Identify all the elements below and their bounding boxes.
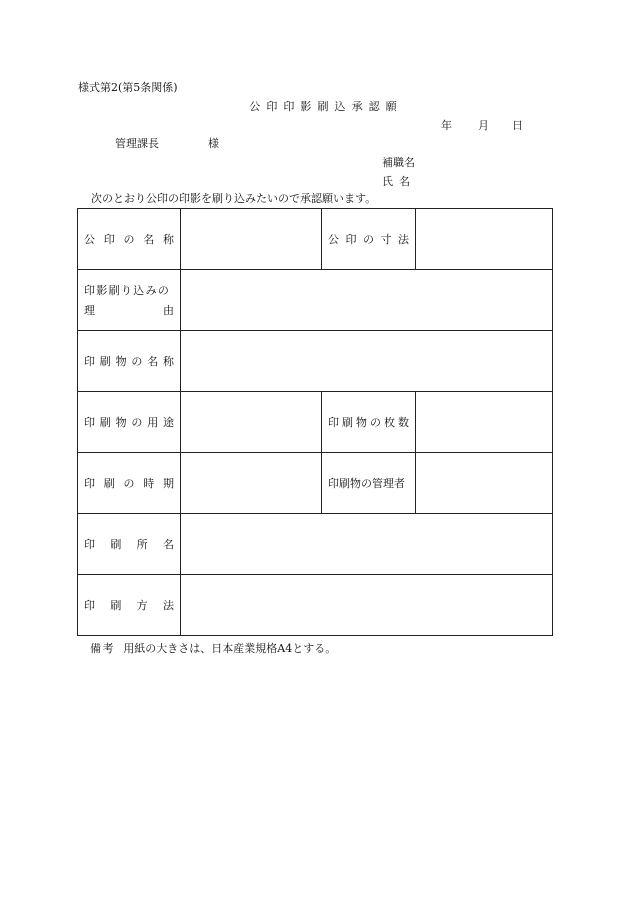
printed-matter-count-label [322,392,416,453]
printing-method-label [78,575,181,636]
reason-label-line2a: 理 [84,304,95,317]
table-row [78,331,553,392]
seal-size-label-text: 公 印 の 寸 法 [328,233,409,246]
printed-matter-use-label [78,392,181,453]
printed-matter-name-value[interactable] [181,331,553,392]
seal-name-label [78,209,181,270]
remarks-heading: 備考 [90,642,116,655]
table-row [78,270,553,331]
applicant-name-label: 氏名 [382,175,417,188]
remarks-text: 用紙の大きさは、日本産業規格A4とする。 [123,642,337,655]
seal-size-value[interactable] [416,209,553,270]
addressee: 管理課長 [115,137,159,150]
printed-matter-count-label-text: 印 刷 物 の 枚 数 [328,416,409,429]
printing-place-label-text: 印 刷 所 名 [84,538,174,551]
printed-matter-count-value[interactable] [416,392,553,453]
form-number-label: 様式第2(第5条関係) [78,81,178,94]
seal-name-label-text: 公 印 の 名 称 [84,233,174,246]
printing-time-label-text: 印 刷 の 時 期 [84,477,174,490]
date-month-label: 月 [478,119,489,132]
date-year-label: 年 [441,119,452,132]
printed-matter-name-label-text: 印 刷 物 の 名 称 [84,355,174,368]
printed-matter-use-value[interactable] [181,392,322,453]
honorific: 様 [208,137,219,150]
table-row [78,453,553,514]
table-row [78,209,553,270]
printed-matter-name-label [78,331,181,392]
remarks [90,643,336,654]
printing-place-label [78,514,181,575]
table-row [78,514,553,575]
document-title-text: 公印印影刷込承認願 [249,100,403,113]
printed-matter-manager-label [322,453,416,514]
applicant-position-label: 補職名 [382,156,415,169]
printing-time-value[interactable] [181,453,322,514]
reason-label-line2b: 由 [163,304,174,317]
reason-label-line1: 印影刷り込みの [84,284,171,297]
printing-method-value[interactable] [181,575,553,636]
seal-size-label [322,209,416,270]
table-row [78,575,553,636]
printing-place-value[interactable] [181,514,553,575]
intro-text: 次のとおり公印の印影を刷り込みたいので承認願います。 [91,192,377,205]
printed-matter-use-label-text: 印 刷 物 の 用 途 [84,416,174,429]
reason-label [78,270,181,331]
seal-name-value[interactable] [181,209,322,270]
printing-time-label [78,453,181,514]
printed-matter-manager-value[interactable] [416,453,553,514]
document-title [0,101,630,112]
date-day-label: 日 [512,119,523,132]
application-form-table [77,208,553,636]
reason-value[interactable] [181,270,553,331]
printing-method-label-text: 印 刷 方 法 [84,599,174,612]
table-row [78,392,553,453]
printed-matter-manager-label-text: 印刷物の管理者 [328,477,405,490]
